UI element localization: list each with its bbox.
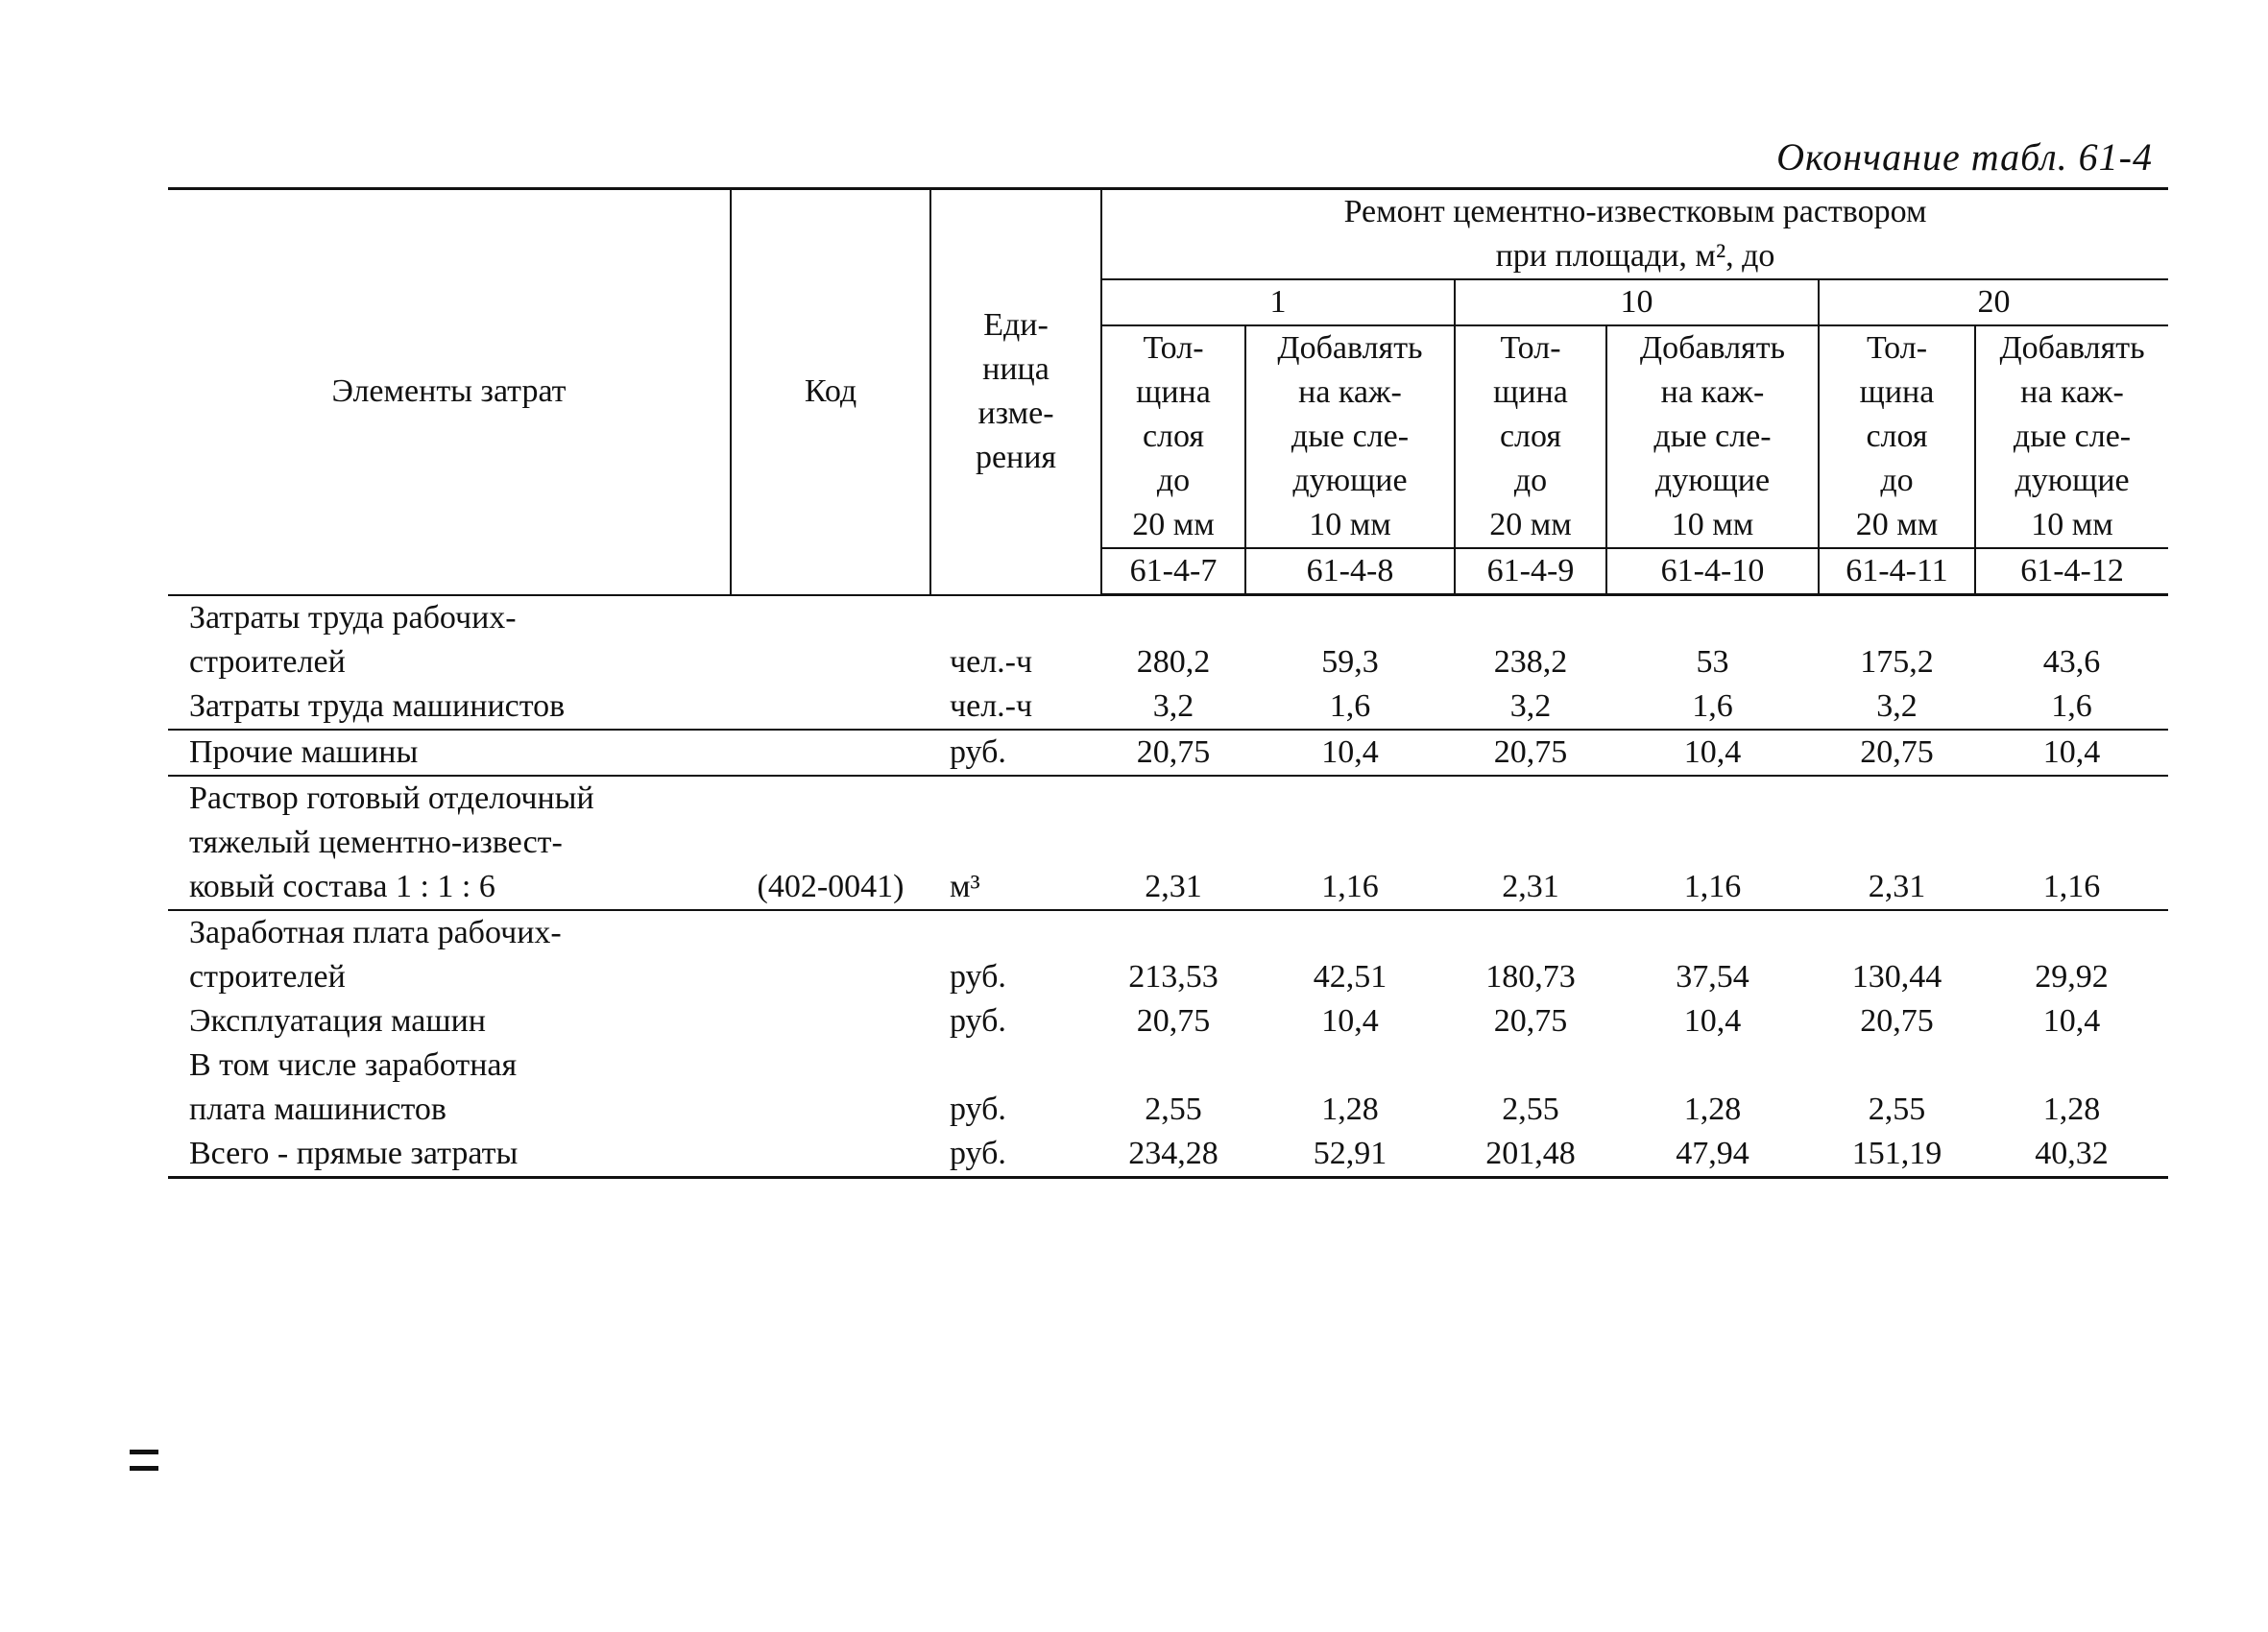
header-thickness: Тол- щина слоя до 20 мм bbox=[1101, 325, 1245, 548]
table-row bbox=[168, 999, 2168, 1044]
row-value: 180,73 bbox=[1485, 958, 1576, 995]
row-name: Затраты труда машинистов bbox=[168, 684, 731, 730]
row-value: 238,2 bbox=[1493, 643, 1568, 680]
row-value: 53 bbox=[1696, 643, 1729, 680]
row-value: 130,44 bbox=[1851, 958, 1942, 995]
row-value: 1,6 bbox=[1975, 684, 2168, 730]
row-code bbox=[731, 595, 930, 684]
row-value: 2,55 bbox=[1502, 1091, 1559, 1127]
row-code bbox=[731, 730, 930, 776]
table-row bbox=[168, 910, 2168, 999]
row-value: 20,75 bbox=[1455, 730, 1606, 776]
row-value: 10,4 bbox=[1975, 730, 2168, 776]
row-value: 1,16 bbox=[1245, 776, 1455, 910]
row-value: 1,28 bbox=[1683, 1091, 1742, 1127]
page-mark-stroke bbox=[130, 1466, 158, 1471]
page-mark-stroke bbox=[130, 1450, 158, 1454]
row-value: 1,28 bbox=[1321, 1091, 1379, 1127]
header-code-61-4-9: 61-4-9 bbox=[1455, 548, 1606, 595]
row-name: Прочие машины bbox=[168, 730, 731, 776]
row-code bbox=[731, 684, 930, 730]
row-value: 20,75 bbox=[1101, 730, 1245, 776]
row-value: 3,2 bbox=[1819, 684, 1975, 730]
row-name: Заработная плата рабочих- строителей bbox=[189, 914, 562, 995]
row-value: 59,3 bbox=[1321, 643, 1379, 680]
row-code: (402-0041) bbox=[731, 776, 930, 910]
header-add: Добавлять на каж- дые сле- дующие 10 мм bbox=[1606, 325, 1819, 548]
row-value: 3,2 bbox=[1101, 684, 1245, 730]
row-value: 43,6 bbox=[2042, 643, 2101, 680]
row-unit: руб. bbox=[950, 1091, 1006, 1127]
row-value: 175,2 bbox=[1860, 643, 1934, 680]
row-unit: руб. bbox=[930, 730, 1101, 776]
row-code bbox=[731, 910, 930, 999]
header-unit: Еди- ница изме- рения bbox=[930, 189, 1101, 595]
row-name: Затраты труда рабочих- строителей bbox=[189, 599, 517, 680]
row-value: 37,54 bbox=[1676, 958, 1749, 995]
row-unit: чел.-ч bbox=[930, 684, 1101, 730]
header-code-61-4-12: 61-4-12 bbox=[1975, 548, 2168, 595]
header-code: Код bbox=[731, 189, 930, 595]
cost-table bbox=[168, 187, 2168, 1179]
row-value: 52,91 bbox=[1245, 1132, 1455, 1178]
row-value: 234,28 bbox=[1101, 1132, 1245, 1178]
header-repair-group: Ремонт цементно-известковым раствором при площади, м², до bbox=[1101, 189, 2168, 280]
row-code bbox=[731, 1044, 930, 1132]
row-value: 213,53 bbox=[1128, 958, 1218, 995]
row-value: 20,75 bbox=[1136, 1002, 1211, 1039]
row-value: 10,4 bbox=[1321, 1002, 1379, 1039]
header-code-61-4-8: 61-4-8 bbox=[1245, 548, 1455, 595]
row-value: 20,75 bbox=[1819, 730, 1975, 776]
table-row bbox=[168, 730, 2168, 776]
row-value: 280,2 bbox=[1136, 643, 1211, 680]
row-code bbox=[731, 1132, 930, 1178]
table-row bbox=[168, 1132, 2168, 1178]
header-add: Добавлять на каж- дые сле- дующие 10 мм bbox=[1975, 325, 2168, 548]
row-value: 3,2 bbox=[1455, 684, 1606, 730]
row-value: 10,4 bbox=[1245, 730, 1455, 776]
table-row bbox=[168, 684, 2168, 730]
header-area-10: 10 bbox=[1455, 279, 1819, 325]
table-row bbox=[168, 776, 2168, 910]
header-area-20: 20 bbox=[1819, 279, 2168, 325]
row-value: 2,31 bbox=[1101, 776, 1245, 910]
page-mark bbox=[130, 1450, 158, 1482]
row-value: 2,55 bbox=[1145, 1091, 1202, 1127]
row-value: 151,19 bbox=[1819, 1132, 1975, 1178]
row-value: 47,94 bbox=[1606, 1132, 1819, 1178]
row-name: Всего - прямые затраты bbox=[168, 1132, 731, 1178]
row-value: 2,31 bbox=[1819, 776, 1975, 910]
table-caption: Окончание табл. 61-4 bbox=[1776, 135, 2153, 179]
table-row bbox=[168, 1044, 2168, 1132]
row-name: В том числе заработная плата машинистов bbox=[189, 1046, 518, 1127]
row-value: 29,92 bbox=[2035, 958, 2109, 995]
header-thickness: Тол- щина слоя до 20 мм bbox=[1455, 325, 1606, 548]
header-code-61-4-10: 61-4-10 bbox=[1606, 548, 1819, 595]
row-value: 1,16 bbox=[1606, 776, 1819, 910]
row-unit: руб. bbox=[930, 1132, 1101, 1178]
row-value: 1,6 bbox=[1606, 684, 1819, 730]
table-body bbox=[168, 595, 2168, 1178]
row-unit: м³ bbox=[930, 776, 1101, 910]
row-value: 201,48 bbox=[1455, 1132, 1606, 1178]
row-value: 1,6 bbox=[1245, 684, 1455, 730]
row-value: 40,32 bbox=[1975, 1132, 2168, 1178]
row-value: 1,16 bbox=[1975, 776, 2168, 910]
header-code-61-4-7: 61-4-7 bbox=[1101, 548, 1245, 595]
row-code bbox=[731, 999, 930, 1044]
row-value: 2,55 bbox=[1868, 1091, 1926, 1127]
table-row bbox=[168, 595, 2168, 684]
row-value: 10,4 bbox=[1683, 1002, 1742, 1039]
row-unit: руб. bbox=[950, 958, 1006, 995]
header-code-61-4-11: 61-4-11 bbox=[1819, 548, 1975, 595]
row-value: 20,75 bbox=[1860, 1002, 1934, 1039]
header-cost-elements: Элементы затрат bbox=[168, 189, 731, 595]
header-area-1: 1 bbox=[1101, 279, 1455, 325]
row-value: 10,4 bbox=[1606, 730, 1819, 776]
row-unit: руб. bbox=[950, 1002, 1006, 1039]
header-thickness: Тол- щина слоя до 20 мм bbox=[1819, 325, 1975, 548]
row-value: 2,31 bbox=[1455, 776, 1606, 910]
row-value: 42,51 bbox=[1313, 958, 1387, 995]
row-value: 20,75 bbox=[1493, 1002, 1568, 1039]
row-unit: чел.-ч bbox=[950, 643, 1033, 680]
header-add: Добавлять на каж- дые сле- дующие 10 мм bbox=[1245, 325, 1455, 548]
row-value: 10,4 bbox=[2042, 1002, 2101, 1039]
row-name: Раствор готовый отделочный тяжелый цементно-извест- ковый состава 1 : 1 : 6 bbox=[168, 776, 731, 910]
row-name: Эксплуатация машин bbox=[189, 1002, 486, 1039]
row-value: 1,28 bbox=[2042, 1091, 2101, 1127]
